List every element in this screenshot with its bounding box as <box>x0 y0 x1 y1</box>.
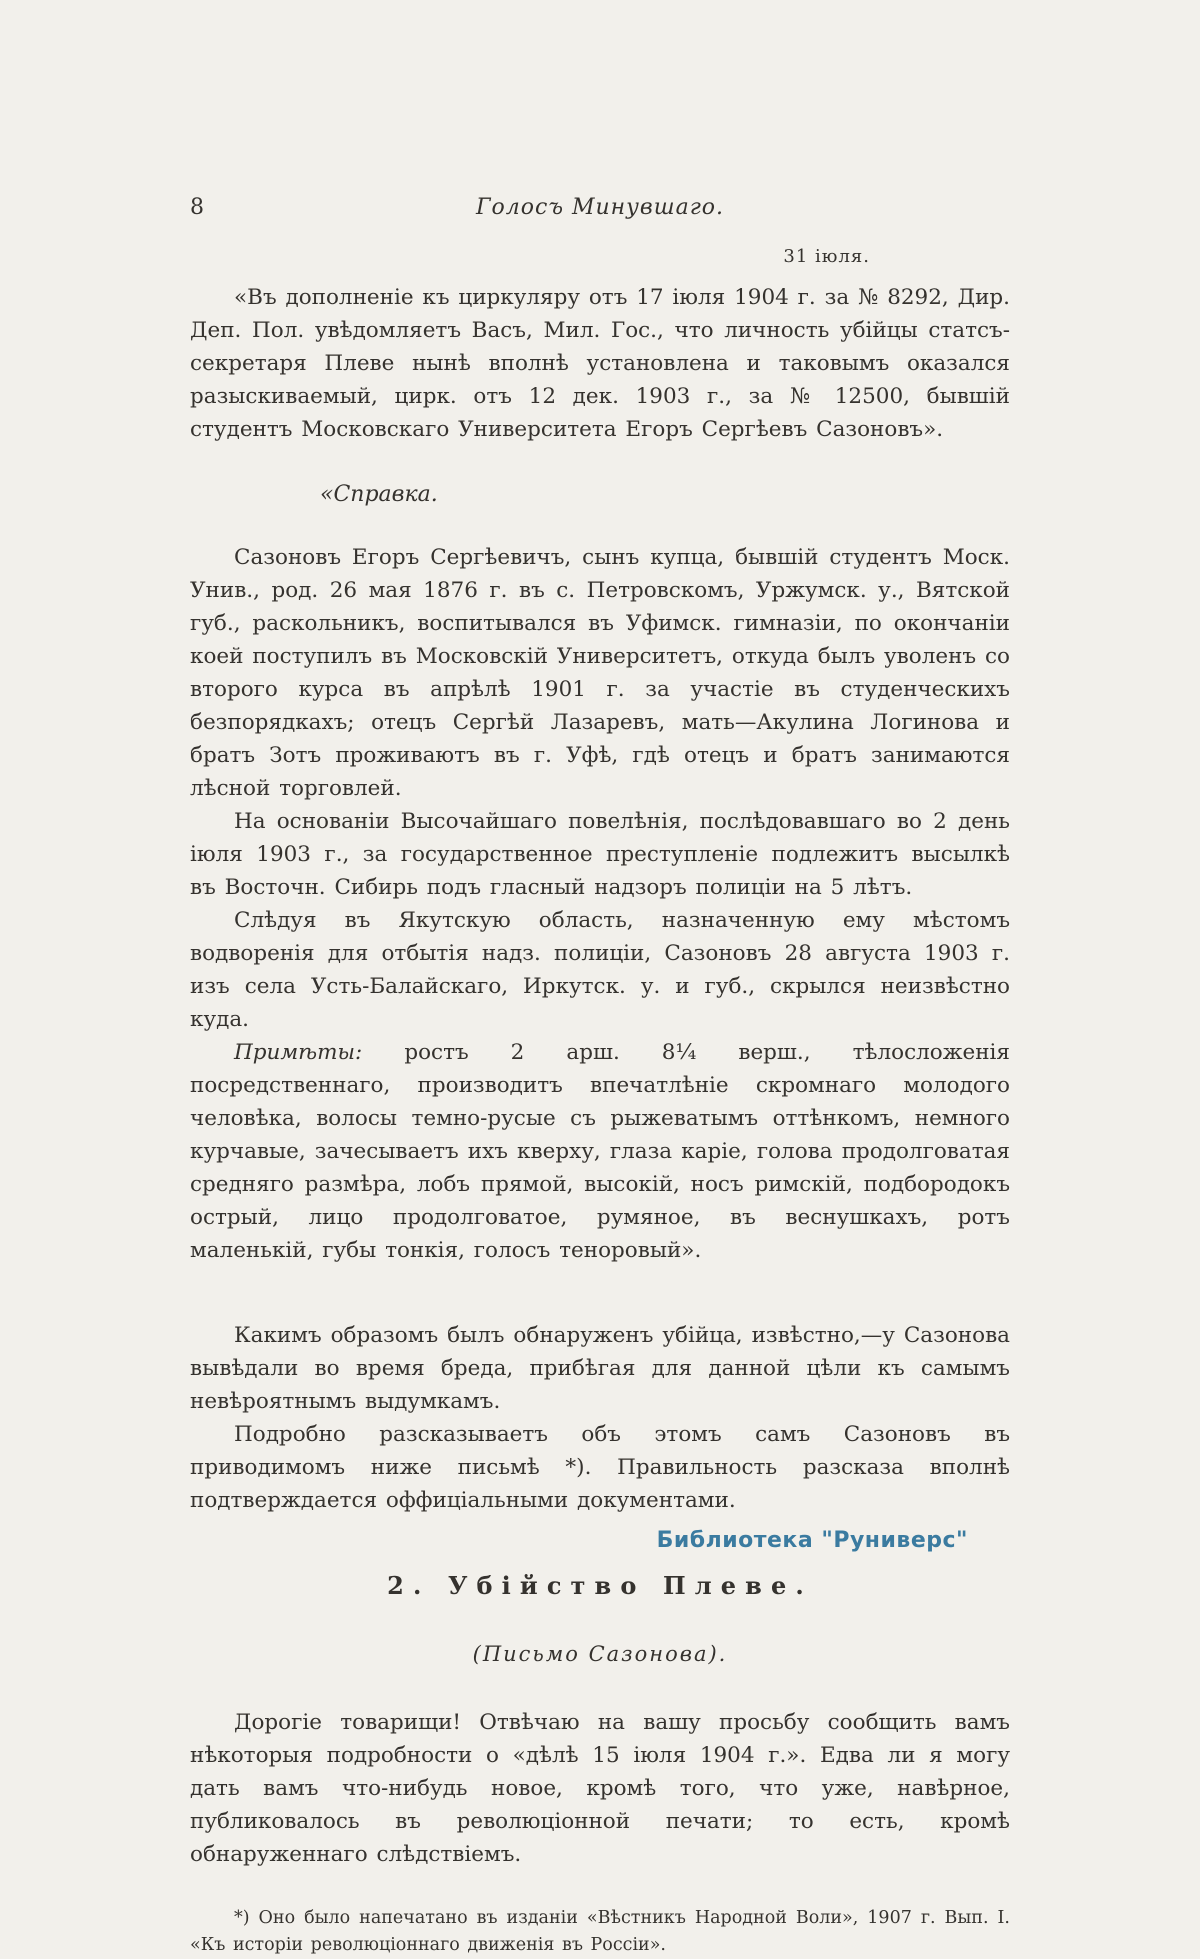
spravka-heading: «Справка. <box>320 482 438 507</box>
page-number: 8 <box>190 195 205 220</box>
paragraph-circular: «Въ дополненіе къ циркуляру отъ 17 іюля 1904 г. за № 8292, Дир. Деп. Пол. увѣдомляетъ Васъ, Мил. Гос., что личность убійцы статсъ-секретаря Плеве нынѣ вполнѣ установлена и таковымъ оказался разыскиваемый, цирк. отъ 12 дек. 1903 г., за № 12500, бывшій студентъ Московскаго Университета Егоръ Сергѣевъ Сазоновъ». <box>190 285 1010 442</box>
running-title: Голосъ Минувшаго. <box>475 195 725 220</box>
footnote: *) Оно было напечатано въ изданіи «Вѣстникъ Народной Воли», 1907 г. Вып. I. «Къ исторіи революціоннаго движенія въ Россіи». <box>190 1908 1010 1955</box>
library-watermark: Библиотека "Руниверс" <box>656 1528 968 1553</box>
letter-subtitle: (Письмо Сазонова). <box>472 1642 728 1666</box>
primety-label: Примѣты: <box>234 1040 363 1065</box>
page-header <box>190 195 1010 220</box>
paragraph-spravka-2: На основаніи Высочайшаго повелѣнія, послѣдовавшаго во 2 день іюля 1903 г., за государственное преступленіе подлежитъ высылкѣ въ Восточн. Сибирь подъ гласный надзоръ полиціи на 5 лѣтъ. <box>190 809 1010 900</box>
primety-text: ростъ 2 арш. 8¼ верш., тѣлосложенія посредственнаго, производитъ впечатлѣніе скромнаго молодого человѣка, волосы темно-русые съ рыжеватымъ оттѣнкомъ, немного курчавые, зачесываетъ ихъ кверху, глаза каріе, голова продолговатая средняго размѣра, лобъ прямой, высокій, носъ римскій, подбородокъ острый, лицо продолговатое, румяное, въ веснушкахъ, ротъ маленькій, губы тонкія, голосъ теноровый». <box>190 1040 1010 1263</box>
margin-date-note: 31 іюля. <box>783 246 870 267</box>
paragraph-comment-2: Подробно разсказываетъ объ этомъ самъ Сазоновъ въ приводимомъ ниже письмѣ *). Правильность разсказа вполнѣ подтверждается оффиціальными документами. <box>190 1422 1010 1513</box>
paragraph-letter-1: Дорогіе товарищи! Отвѣчаю на вашу просьбу сообщить вамъ нѣкоторыя подробности о «дѣлѣ 15 іюля 1904 г.». Едва ли я могу дать вамъ что-нибудь новое, кромѣ того, что уже, навѣрное, публиковалось въ революціонной печати; то есть, кромѣ обнаруженнаго слѣдствіемъ. <box>190 1710 1010 1867</box>
paragraph-spravka-1: Сазоновъ Егоръ Сергѣевичъ, сынъ купца, бывшій студентъ Моск. Унив., род. 26 мая 1876 г. въ с. Петровскомъ, Уржумск. у., Вятской губ., раскольникъ, воспитывался въ Уфимск. гимназіи, по окончаніи коей поступилъ въ Московскій Университетъ, откуда былъ уволенъ со второго курса въ апрѣлѣ 1901 г. за участіе въ студенческихъ безпорядкахъ; отецъ Сергѣй Лазаревъ, мать—Акулина Логинова и братъ Зотъ проживаютъ въ г. Уфѣ, гдѣ отецъ и братъ занимаются лѣсной торговлей. <box>190 545 1010 801</box>
section-heading: 2. Убійство Плеве. <box>387 1571 813 1600</box>
paragraph-comment-1: Какимъ образомъ былъ обнаруженъ убійца, извѣстно,—у Сазонова вывѣдали во время бреда, прибѣгая для данной цѣли къ самымъ невѣроятнымъ выдумкамъ. <box>190 1323 1010 1414</box>
paragraph-spravka-3: Слѣдуя въ Якутскую область, назначенную ему мѣстомъ водворенія для отбытія надз. полиціи, Сазоновъ 28 августа 1903 г. изъ села Усть-Балайскаго, Иркутск. у. и губ., скрылся неизвѣстно куда. <box>190 908 1010 1032</box>
section-gap <box>190 1267 1010 1319</box>
paragraph-primety <box>190 1036 1010 1267</box>
